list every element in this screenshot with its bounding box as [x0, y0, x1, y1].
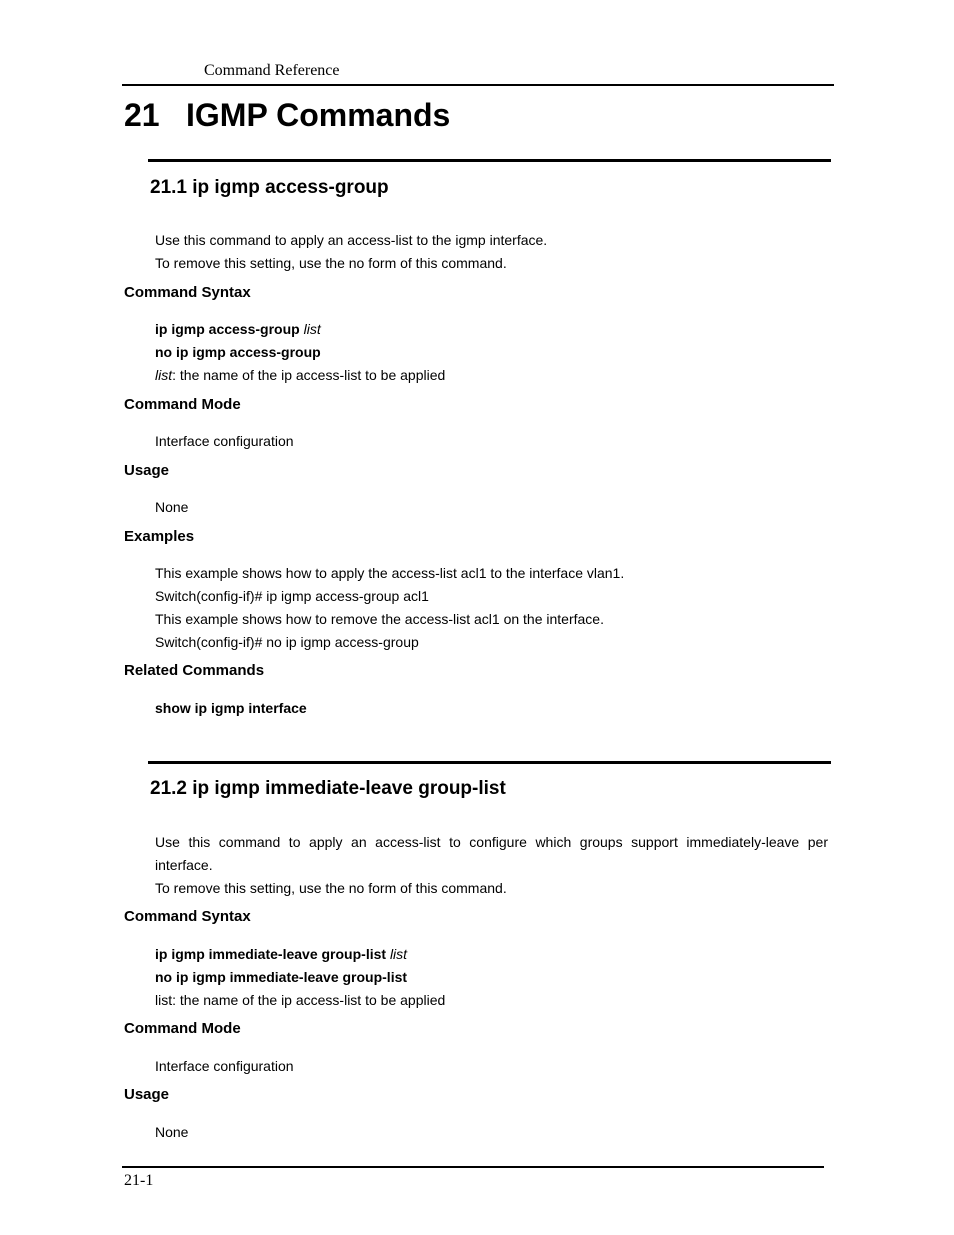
usage-heading: Usage [124, 1086, 170, 1103]
section-intro-line: To remove this setting, use the no form of this command. [155, 255, 507, 271]
usage-heading: Usage [124, 462, 170, 479]
command-mode-heading: Command Mode [124, 1020, 241, 1037]
parameter-text: : the name of the ip access-list to be applied [172, 367, 446, 383]
section-intro-line: Use this command to apply an access-list to the igmp interface. [155, 232, 548, 248]
chapter-number: 21 [124, 97, 160, 133]
syntax-command: ip igmp access-group [155, 321, 300, 337]
section-intro-line: Use this command to apply an access-list to configure which groups support immediately-leave per [155, 834, 828, 850]
related-command-text: show ip igmp interface [155, 700, 307, 716]
command-mode-text: Interface configuration [155, 433, 294, 449]
command-syntax-heading: Command Syntax [124, 908, 251, 925]
related-commands-heading: Related Commands [124, 662, 265, 679]
syntax-line [155, 969, 407, 985]
examples-heading: Examples [124, 528, 195, 545]
example-line: This example shows how to remove the access-list acl1 on the interface. [155, 611, 604, 627]
section-rule [148, 159, 831, 162]
syntax-command: no ip igmp access-group [155, 344, 321, 360]
example-line: Switch(config-if)# ip igmp access-group acl1 [155, 588, 429, 604]
example-line: This example shows how to apply the access-list acl1 to the interface vlan1. [155, 565, 625, 581]
section-number: 21.2 [150, 778, 187, 799]
section-rule [148, 761, 831, 764]
page-number: 21-1 [124, 1172, 154, 1189]
section-title [150, 778, 506, 800]
syntax-parameter: list [389, 946, 408, 962]
parameter-description [155, 367, 445, 383]
header-rule [122, 84, 834, 86]
command-mode-text: Interface configuration [155, 1058, 294, 1074]
syntax-parameter: list [303, 321, 321, 337]
section-title-text: ip igmp immediate-leave group-list [192, 778, 506, 799]
section-title [150, 177, 389, 199]
section-intro-line: interface. [155, 857, 213, 873]
syntax-command: no ip igmp immediate-leave group-list [155, 969, 408, 985]
usage-text: None [155, 499, 189, 515]
command-mode-heading: Command Mode [124, 396, 241, 413]
syntax-line [155, 321, 321, 337]
section-title-text: ip igmp access-group [192, 177, 389, 198]
syntax-line [155, 344, 321, 360]
section-intro-line: To remove this setting, use the no form of this command. [155, 880, 507, 896]
syntax-line [155, 946, 407, 962]
parameter-name: list [155, 367, 173, 383]
chapter-title-text: IGMP Commands [186, 97, 451, 133]
parameter-description: list: the name of the ip access-list to be applied [155, 992, 446, 1008]
usage-text: None [155, 1124, 189, 1140]
footer-rule [122, 1166, 824, 1168]
example-line: Switch(config-if)# no ip igmp access-group [155, 634, 419, 650]
command-syntax-heading: Command Syntax [124, 284, 251, 301]
running-header: Command Reference [204, 62, 340, 79]
chapter-title [124, 97, 450, 134]
section-number: 21.1 [150, 177, 187, 198]
syntax-command: ip igmp immediate-leave group-list [155, 946, 387, 962]
related-command [155, 700, 307, 716]
